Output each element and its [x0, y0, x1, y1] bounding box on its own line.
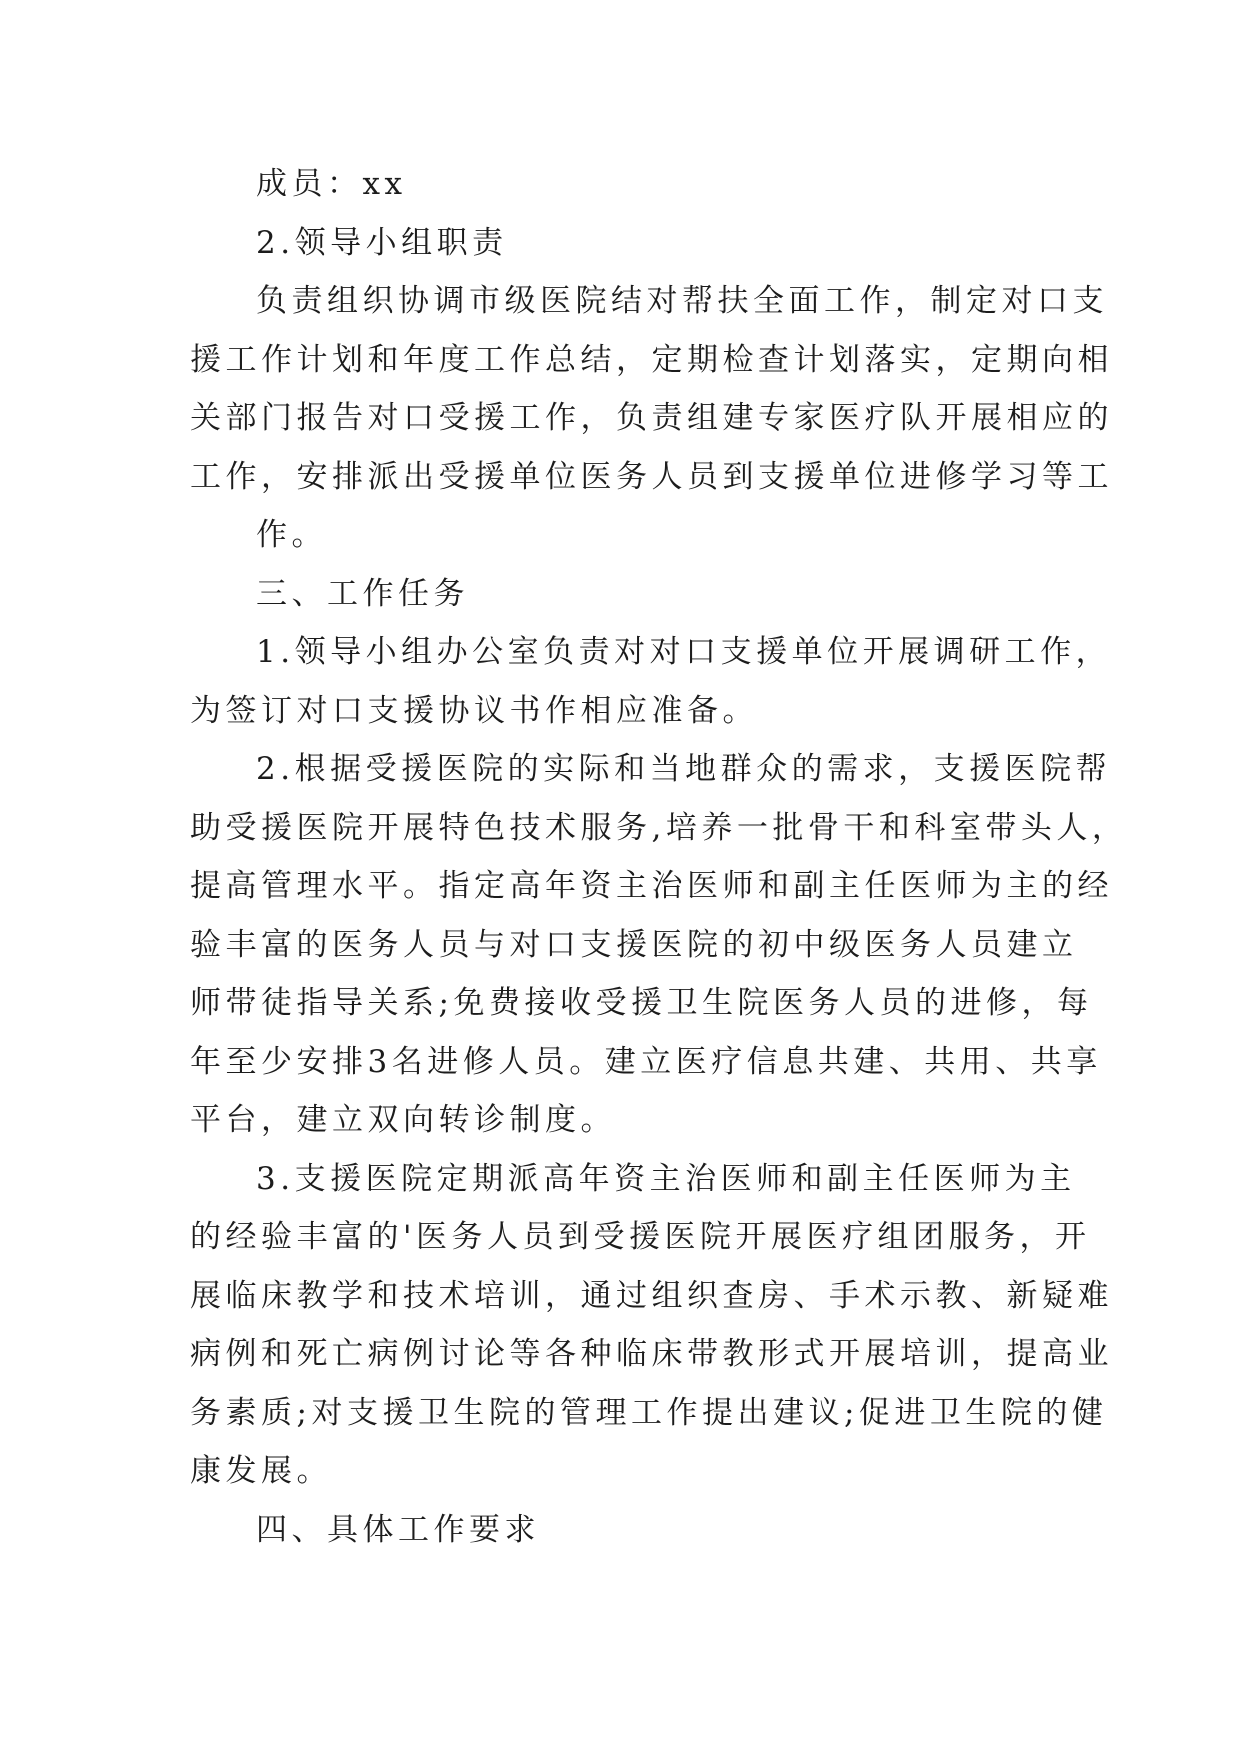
text-line: 助受援医院开展特色技术服务,培养一批骨干和科室带头人，: [190, 809, 1128, 846]
text-line: 验丰富的医务人员与对口支援医院的初中级医务人员建立: [190, 926, 1078, 963]
text-line: 提高管理水平。指定高年资主治医师和副主任医师为主的经: [190, 868, 1113, 904]
text-line: 援工作计划和年度工作总结，定期检查计划落实，定期向相: [190, 341, 1113, 378]
text-line: 平台，建立双向转诊制度。: [190, 1102, 616, 1138]
text-line: 作。: [256, 517, 327, 553]
text-line: 的经验丰富的'医务人员到受援医院开展医疗组团服务，开: [190, 1219, 1091, 1255]
text-line: 康发展。: [190, 1453, 332, 1489]
text-line: 工作，安排派出受援单位医务人员到支援单位进修学习等工: [190, 458, 1113, 495]
text-line: 2.领导小组职责: [256, 224, 508, 261]
text-line: 四、具体工作要求: [256, 1511, 540, 1548]
text-line: 关部门报告对口受援工作，负责组建专家医疗队开展相应的: [190, 400, 1113, 436]
text-line: 1.领导小组办公室负责对对口支援单位开展调研工作，: [256, 634, 1112, 670]
text-line: 为签订对口支援协议书作相应准备。: [190, 692, 758, 729]
text-line: 三、工作任务: [256, 575, 469, 612]
text-line: 3.支援医院定期派高年资主治医师和副主任医师为主: [256, 1160, 1076, 1197]
text-line: 展临床教学和技术培训，通过组织查房、手术示教、新疑难: [190, 1277, 1113, 1314]
body-text: [190, 155, 1128, 1559]
text-line: 年至少安排3名进修人员。建立医疗信息共建、共用、共享: [190, 1043, 1102, 1080]
text-line: 负责组织协调市级医院结对帮扶全面工作，制定对口支: [256, 283, 1108, 319]
text-line: 2.根据受援医院的实际和当地群众的需求，支援医院帮: [256, 751, 1112, 787]
text-line: 成员：xx: [256, 166, 407, 202]
text-line: 务素质;对支援卫生院的管理工作提出建议;促进卫生院的健: [190, 1394, 1108, 1431]
text-line: 病例和死亡病例讨论等各种临床带教形式开展培训，提高业: [190, 1336, 1113, 1372]
text-line: 师带徒指导关系;免费接收受援卫生院医务人员的进修，每: [190, 985, 1093, 1021]
